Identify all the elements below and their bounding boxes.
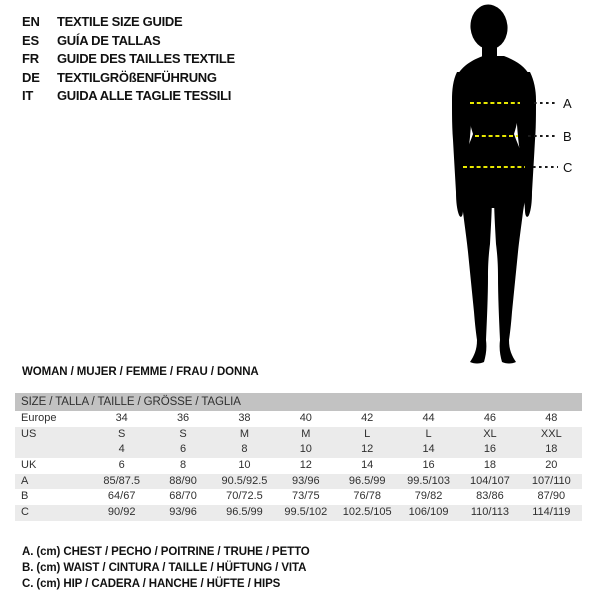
language-code: ES	[22, 32, 39, 48]
table-row	[15, 458, 582, 474]
size-value-cell: 6	[180, 443, 187, 456]
size-table	[15, 393, 582, 521]
size-value-cell: 14	[361, 459, 374, 472]
table-row	[15, 427, 582, 443]
size-value-cell: 68/70	[169, 490, 197, 503]
size-value-cell: 18	[483, 459, 497, 472]
size-value-cell: 42	[361, 412, 374, 424]
size-value-cell: 38	[238, 412, 251, 424]
table-row	[15, 505, 582, 521]
size-value-cell: 64/67	[107, 490, 136, 503]
row-label-cell	[15, 442, 91, 458]
size-value-cell: 20	[545, 459, 558, 472]
size-value-cell: 40	[299, 412, 312, 424]
row-label-cell: Europe	[21, 412, 57, 424]
size-table-header: SIZE / TALLA / TAILLE / GRÖSSE / TAGLIA	[15, 393, 582, 411]
size-value-cell: S	[118, 427, 126, 440]
language-row	[22, 13, 235, 32]
size-value-cell: 110/113	[470, 506, 509, 519]
guide-title: TEXTILE SIZE GUIDE	[57, 14, 183, 29]
size-value-cell: 36	[176, 412, 190, 424]
language-code: FR	[22, 51, 39, 66]
language-guide-list	[22, 13, 235, 106]
size-value-cell: 93/96	[292, 474, 320, 487]
size-table-body	[15, 411, 582, 521]
size-value-cell: 6	[118, 459, 125, 472]
row-label-cell: UK	[21, 459, 37, 472]
size-value-cell: XXL	[540, 427, 562, 440]
size-value-cell: 10	[238, 459, 251, 472]
size-value-cell: 93/96	[169, 506, 197, 519]
guide-title: GUÍA DE TALLAS	[57, 32, 161, 48]
legend-line-waist: B. (cm) WAIST / CINTURA / TAILLE / HÜFTUNG / VITA	[22, 562, 307, 574]
language-code: IT	[22, 88, 34, 103]
size-value-cell: 4	[118, 443, 125, 456]
language-row	[22, 50, 235, 69]
size-value-cell: 46	[483, 412, 497, 424]
size-value-cell: 96.5/99	[226, 506, 263, 519]
table-row	[15, 442, 582, 458]
size-value-cell: 16	[483, 443, 497, 456]
measurement-legend	[22, 544, 310, 592]
size-value-cell: 8	[241, 443, 248, 456]
size-value-cell: 12	[361, 443, 374, 456]
language-code: EN	[22, 14, 40, 29]
row-label-cell: B	[21, 490, 29, 503]
size-value-cell: 10	[299, 443, 312, 456]
size-value-cell: M	[239, 427, 250, 440]
section-title: WOMAN / MUJER / FEMME / FRAU / DONNA	[22, 366, 259, 378]
woman-silhouette-figure	[400, 0, 600, 370]
size-value-cell: 34	[115, 412, 128, 424]
language-row	[22, 69, 235, 88]
guide-title: GUIDE DES TAILLES TEXTILE	[57, 51, 235, 66]
woman-silhouette	[452, 3, 536, 364]
size-value-cell: 99.5/102	[284, 506, 328, 519]
size-value-cell: 14	[422, 443, 435, 456]
guide-title: TEXTILGRÖßENFÜHRUNG	[57, 69, 217, 85]
size-value-cell: 70/72.5	[226, 490, 263, 503]
size-value-cell: 8	[180, 459, 187, 472]
size-value-cell: L	[364, 427, 371, 440]
size-value-cell: 96.5/99	[348, 474, 386, 487]
size-value-cell: 83/86	[476, 490, 504, 503]
size-value-cell: M	[301, 427, 311, 440]
row-label-cell: US	[21, 427, 37, 440]
size-value-cell: L	[425, 427, 432, 440]
row-label-cell: C	[21, 506, 29, 519]
guide-title: GUIDA ALLE TAGLIE TESSILI	[57, 88, 232, 103]
size-value-cell: 85/87.5	[103, 474, 141, 487]
size-value-cell: S	[179, 427, 187, 440]
legend-line-chest: A. (cm) CHEST / PECHO / POITRINE / TRUHE / PETTO	[22, 546, 310, 558]
size-value-cell: 90/92	[107, 506, 136, 519]
size-value-cell: 106/109	[408, 506, 449, 519]
size-value-cell: 12	[299, 459, 312, 472]
size-value-cell: XL	[483, 427, 497, 440]
size-value-cell: 79/82	[414, 490, 443, 503]
row-label-cell: A	[21, 474, 29, 487]
table-row	[15, 474, 582, 490]
legend-line-hip: C. (cm) HIP / CADERA / HANCHE / HÜFTE / HIPS	[22, 578, 281, 590]
measure-label-a: A	[563, 96, 572, 111]
size-value-cell: 104/107	[470, 474, 510, 487]
size-value-cell: 102.5/105	[342, 506, 392, 519]
size-value-cell: 88/90	[169, 474, 197, 487]
size-value-cell: 18	[545, 443, 558, 456]
table-row	[15, 411, 582, 427]
language-code: DE	[22, 69, 40, 85]
size-value-cell: 16	[422, 459, 435, 472]
size-value-cell: 99.5/103	[407, 474, 450, 487]
size-value-cell: 107/110	[531, 474, 571, 487]
measure-label-b: B	[563, 129, 572, 144]
size-value-cell: 76/78	[353, 490, 381, 503]
size-value-cell: 73/75	[292, 490, 320, 503]
size-value-cell: 90.5/92.5	[221, 474, 268, 487]
size-value-cell: 44	[422, 412, 435, 424]
measurement-figure	[400, 0, 600, 370]
size-value-cell: 48	[545, 412, 558, 424]
measure-label-c: C	[563, 160, 573, 175]
table-row	[15, 489, 582, 505]
size-value-cell: 114/119	[532, 506, 571, 519]
size-value-cell: 87/90	[537, 490, 566, 503]
language-row	[22, 32, 235, 51]
language-row	[22, 87, 235, 106]
